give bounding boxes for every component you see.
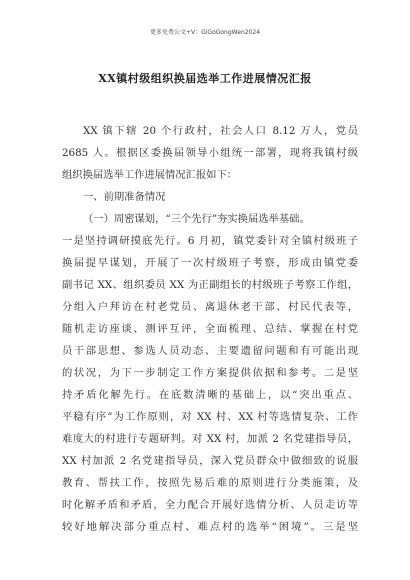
body-line-10: 随机走访座谈、测评互评，全面梳理、总结、掌握在村党 <box>62 323 358 335</box>
body-line-3: 组织换届选举工作进展情况汇报如下： <box>62 169 238 181</box>
body-line-6: 一是坚持调研摸底先行。6 月初，镇党委针对全镇村级班子 <box>62 235 358 247</box>
body-line-19: 较好地解决部分重点村、难点村的选举“困境”。三是坚 <box>62 521 358 533</box>
body-line-8: 副书记 XX、组织委员 XX 为正副组长的村级班子考察工作组， <box>62 279 358 291</box>
body-line-2: 2685 人。根据区委换届领导小组统一部署，现将我镇村级 <box>62 147 358 159</box>
body-line-18: 时化解矛盾和矛盾，全力配合开展好选情分析、人员走访等 <box>62 499 358 511</box>
body-line-15: 难度大的村进行专题研判。对 XX 村，加派 2 名党建指导员， <box>62 433 358 445</box>
subsection-heading: （一）周密谋划，“三个先行”夯实换届选举基础。 <box>83 213 310 225</box>
header-note: 更多免费公文+V：GiGoGongWen2024 <box>149 29 261 36</box>
body-line-1: XX 镇下辖 20 个行政村，社会人口 8.12 万人，党员 <box>83 125 358 137</box>
section-heading: 一、前期准备情况 <box>83 191 166 203</box>
body-line-13: 持矛盾化解先行。在底数清晰的基础上，以“突出重点、 <box>62 389 358 401</box>
body-line-7: 换届提早谋划，开展了一次村级班子考察，形成由镇党委 <box>62 257 358 269</box>
body-line-14: 平稳有序”为工作原则，对 XX 村、XX 村等选情复杂、工作 <box>62 411 358 423</box>
body-line-17: 教育、帮扶工作，按照先易后难的原则进行分类施策，及 <box>62 477 358 489</box>
body-line-11: 员干部思想、参选人员动态、主要遗留问题和有可能出现 <box>62 345 358 357</box>
body-line-16: XX 村加派 2 名党建指导员，深入党员群众中做细致的说服 <box>62 455 358 467</box>
document-body <box>62 120 358 538</box>
document-title: XX镇村级组织换届选举工作进展情况汇报 <box>98 72 312 85</box>
body-line-12: 的状况，为下一步制定工作方案提供依据和参考。二是坚 <box>62 367 358 379</box>
body-line-9: 分组入户拜访在村老党员、离退休老干部、村民代表等， <box>62 301 358 313</box>
